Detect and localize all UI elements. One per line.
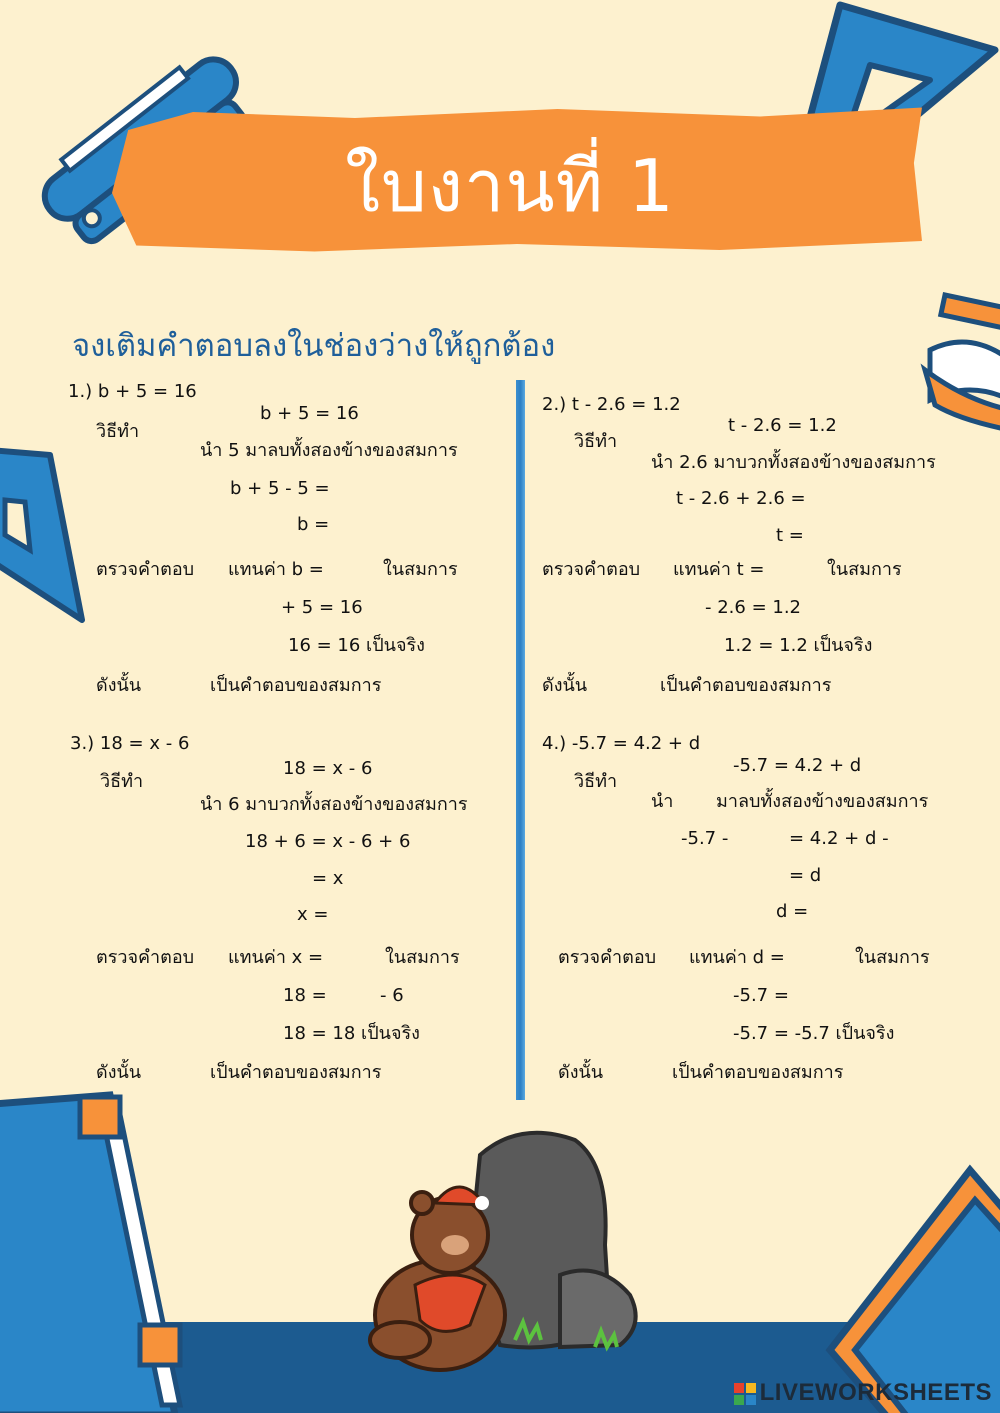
in-equation-text: ในสมการ [855,947,930,968]
check-label: ตรวจคำตอบ [96,559,195,580]
method-label: วิธีทำ [96,421,140,442]
step-line: d = [776,901,809,922]
conclusion-text: เป็นคำตอบของสมการ [210,675,382,696]
conclusion-text: เป็นคำตอบของสมการ [660,675,832,696]
check-line: 18 = [283,985,327,1006]
step-line: -5.7 - [681,828,729,849]
method-label: วิธีทำ [574,771,618,792]
question: 4.) -5.7 = 4.2 + d [542,733,701,754]
step-line: นำ [651,791,674,812]
in-equation-text: ในสมการ [827,559,902,580]
step-line: = x [312,868,344,889]
check-line: 16 = 16 เป็นจริง [288,635,425,656]
therefore-label: ดังนั้น [96,675,142,696]
check-line: 18 = 18 เป็นจริง [283,1023,420,1044]
therefore-label: ดังนั้น [558,1062,604,1083]
set-square-left [0,440,90,630]
book-bottom-left [0,1085,200,1413]
step-line: นำ 6 มาบวกทั้งสองข้างของสมการ [200,794,468,815]
question: 3.) 18 = x - 6 [70,733,190,754]
in-equation-text: ในสมการ [383,559,458,580]
column-divider [516,380,525,1100]
question: 2.) t - 2.6 = 1.2 [542,394,681,415]
in-equation-text: ในสมการ [385,947,460,968]
step-line: 18 + 6 = x - 6 + 6 [245,831,411,852]
therefore-label: ดังนั้น [542,675,588,696]
substitute-text: แทนค่า x = [228,947,324,968]
step-line: = d [789,865,822,886]
step-line: มาลบทั้งสองข้างของสมการ [716,791,929,812]
book-right-edge [920,290,1000,440]
check-line: -5.7 = -5.7 เป็นจริง [733,1023,895,1044]
check-line: - 2.6 = 1.2 [705,597,801,618]
step-line: x = [297,904,329,925]
step-line: t - 2.6 = 1.2 [728,415,837,436]
question: 1.) b + 5 = 16 [68,381,197,402]
step-line: -5.7 = 4.2 + d [733,755,862,776]
step-line: นำ 5 มาลบทั้งสองข้างของสมการ [200,440,458,461]
conclusion-text: เป็นคำตอบของสมการ [672,1062,844,1083]
check-label: ตรวจคำตอบ [96,947,195,968]
substitute-text: แทนค่า t = [673,559,765,580]
bear-rock-illustration [360,1125,650,1390]
step-line: b + 5 - 5 = [230,478,330,499]
conclusion-text: เป็นคำตอบของสมการ [210,1062,382,1083]
method-label: วิธีทำ [100,771,144,792]
step-line: t = [776,525,804,546]
step-line: t - 2.6 + 2.6 = [676,488,806,509]
liveworksheets-watermark [734,1379,992,1407]
step-line: = 4.2 + d - [789,828,889,849]
substitute-text: แทนค่า b = [228,559,324,580]
step-line: นำ 2.6 มาบวกทั้งสองข้างของสมการ [651,452,936,473]
check-line: -5.7 = [733,985,789,1006]
instruction-text: จงเติมคำตอบลงในช่องว่างให้ถูกต้อง [72,328,556,364]
book-bottom-right [800,1150,1000,1413]
step-line: b = [297,514,330,535]
check-line: 1.2 = 1.2 เป็นจริง [724,635,873,656]
step-line: 18 = x - 6 [283,758,373,779]
step-line: b + 5 = 16 [260,403,359,424]
method-label: วิธีทำ [574,431,618,452]
check-label: ตรวจคำตอบ [558,947,657,968]
therefore-label: ดังนั้น [96,1062,142,1083]
watermark-text: LIVEWORKSHEETS [759,1379,992,1406]
check-line: - 6 [380,985,404,1006]
liveworksheets-logo-icon [734,1383,756,1405]
check-line: + 5 = 16 [281,597,363,618]
page-title: ใบงานที่ 1 [345,144,675,228]
check-label: ตรวจคำตอบ [542,559,641,580]
substitute-text: แทนค่า d = [689,947,785,968]
